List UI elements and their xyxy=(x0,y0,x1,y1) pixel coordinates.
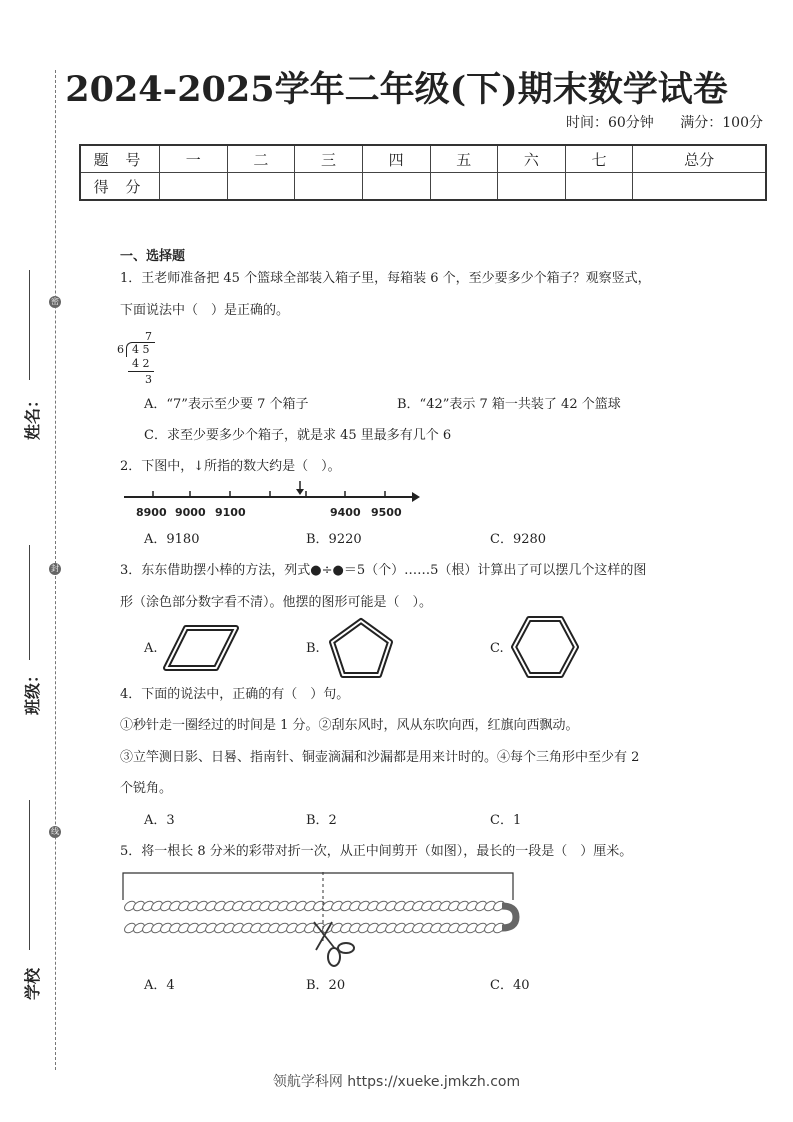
class-line xyxy=(29,545,30,660)
tick-label-9400: 9400 xyxy=(330,506,361,519)
division-quotient: 7 xyxy=(145,330,152,343)
number-line-arrowhead xyxy=(412,492,420,502)
long-division xyxy=(114,330,164,385)
score-cell[interactable] xyxy=(430,173,498,201)
pentagon-inner xyxy=(332,621,390,675)
hexagon-shape xyxy=(510,614,580,680)
page-title: 2024-2025学年二年级(下)期末数学试卷 xyxy=(65,69,728,110)
score-cell[interactable] xyxy=(498,173,566,201)
q5-stem: 5．将一根长 8 分米的彩带对折一次，从正中间剪开（如图），最长的一段是（ ）厘米。 xyxy=(120,844,633,859)
division-divisor: 6 xyxy=(117,343,124,356)
hexagon-sticks xyxy=(514,619,576,675)
score-table-header-row xyxy=(80,145,766,173)
division-product: 4 2 xyxy=(132,357,150,370)
parallelogram-shape xyxy=(162,620,242,676)
pentagon-shape xyxy=(326,616,396,680)
q4-statement-line3: 个锐角。 xyxy=(120,781,173,796)
section-heading: 一、选择题 xyxy=(120,249,186,264)
q4-stem: 4．下面的说法中，正确的有（ ）句。 xyxy=(120,687,350,702)
ribbon-diagram xyxy=(120,870,520,970)
tick-label-9100: 9100 xyxy=(215,506,246,519)
score-cell[interactable] xyxy=(295,173,363,201)
school-line xyxy=(29,800,30,950)
footer-watermark: 领航学科网 https://xueke.jmkzh.com xyxy=(272,1074,521,1090)
score-col-5: 五 xyxy=(430,145,498,173)
name-label: 姓名： xyxy=(23,391,42,440)
q1-stem-line2: 下面说法中（ ）是正确的。 xyxy=(120,303,290,318)
q5-option-c[interactable]: C．40 xyxy=(490,978,530,993)
full-score: 满分：100分 xyxy=(680,115,763,131)
q3-stem-line2: 形（涂色部分数字看不清）。他摆的图形可能是（ ）。 xyxy=(120,595,433,610)
q2-stem: 2．下图中，↓所指的数大约是（ ）。 xyxy=(120,459,341,474)
class-label: 班级： xyxy=(23,666,42,715)
time-limit: 时间：60分钟 xyxy=(565,115,654,131)
score-col-2: 二 xyxy=(227,145,295,173)
score-col-6: 六 xyxy=(498,145,566,173)
q1-option-b[interactable]: B．“42”表示 7 箱一共装了 42 个篮球 xyxy=(397,397,621,412)
school-label: 学校 xyxy=(23,967,42,1000)
score-cell[interactable] xyxy=(633,173,766,201)
exam-meta xyxy=(544,112,763,132)
tick-label-9000: 9000 xyxy=(175,506,206,519)
q5-option-a[interactable]: A．4 xyxy=(144,978,175,993)
q5-option-b[interactable]: B．20 xyxy=(306,978,346,993)
q1-option-a[interactable]: A．“7”表示至少要 7 个箱子 xyxy=(144,397,309,412)
q2-option-c[interactable]: C．9280 xyxy=(490,532,547,547)
tick-label-9500: 9500 xyxy=(371,506,402,519)
score-col-4: 四 xyxy=(362,145,430,173)
q3-option-b[interactable]: B. xyxy=(306,641,320,656)
score-col-total: 总分 xyxy=(633,145,766,173)
seal-mark-mi: 密 xyxy=(51,297,59,306)
q4-statement-line1: ①秒针走一圈经过的时间是 1 分。②刮东风时，风从东吹向西，红旗向西飘动。 xyxy=(120,718,579,733)
score-cell[interactable] xyxy=(362,173,430,201)
score-col-3: 三 xyxy=(295,145,363,173)
q2-option-b[interactable]: B．9220 xyxy=(306,532,362,547)
question-number-label: 题 号 xyxy=(80,145,160,173)
seal-mark-xian: 线 xyxy=(51,827,59,836)
name-line xyxy=(29,270,30,380)
division-remainder: 3 xyxy=(145,373,152,386)
score-cell[interactable] xyxy=(565,173,633,201)
ribbon-frame xyxy=(123,873,513,900)
number-line xyxy=(120,478,420,504)
score-cell[interactable] xyxy=(160,173,228,201)
pointer-arrowhead xyxy=(296,489,304,495)
score-label: 得 分 xyxy=(80,173,160,201)
seal-mark-feng: 封 xyxy=(51,564,59,573)
q4-option-b[interactable]: B．2 xyxy=(306,813,337,828)
q3-option-a[interactable]: A. xyxy=(144,641,158,656)
q4-statement-line2: ③立竿测日影、日晷、指南针、铜壶滴漏和沙漏都是用来计时的。④每个三角形中至少有 2 xyxy=(120,750,640,765)
q4-option-a[interactable]: A．3 xyxy=(144,813,175,828)
q4-option-c[interactable]: C．1 xyxy=(490,813,522,828)
parallelogram-inner xyxy=(166,628,236,668)
division-rule xyxy=(128,371,154,372)
q2-option-a[interactable]: A．9180 xyxy=(144,532,200,547)
score-cell[interactable] xyxy=(227,173,295,201)
tick-label-8900: 8900 xyxy=(136,506,167,519)
rope-fold xyxy=(502,906,516,928)
score-table-score-row xyxy=(80,173,766,201)
q1-stem-line1: 1．王老师准备把 45 个篮球全部装入箱子里，每箱装 6 个，至少要多少个箱子？观察竖式， xyxy=(120,271,651,286)
q1-option-c[interactable]: C．求至少要多少个箱子，就是求 45 里最多有几个 6 xyxy=(144,428,452,443)
score-col-1: 一 xyxy=(160,145,228,173)
score-col-7: 七 xyxy=(565,145,633,173)
q3-stem-line1: 3．东东借助摆小棒的方法，列式●÷●＝5（个）……5（根）计算出了可以摆几个这样的图 xyxy=(120,563,647,578)
division-dividend: 4 5 xyxy=(132,343,150,356)
q3-option-c[interactable]: C. xyxy=(490,641,504,656)
score-table xyxy=(79,144,767,201)
